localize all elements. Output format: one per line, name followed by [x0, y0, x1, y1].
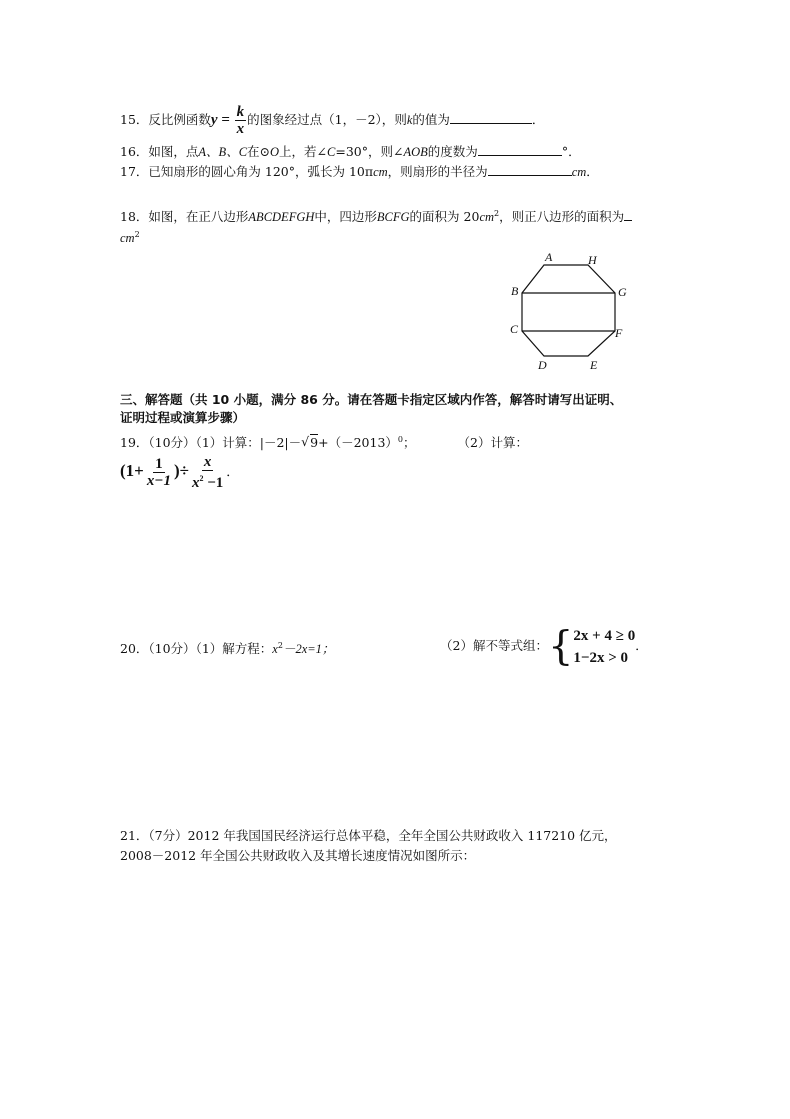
octagon-figure [505, 248, 635, 373]
q19-points: （10分） [148, 435, 196, 451]
question-20 [120, 638, 334, 657]
q20-eq-x: x [272, 642, 278, 657]
label-c: C [510, 322, 519, 336]
label-h: H [588, 253, 597, 267]
octagon-shape [522, 265, 615, 356]
q18-text-c: 的面积为 20 [409, 209, 480, 225]
section-3-heading-line-1: 三、解答题（共 10 小题，满分 86 分。请在答题卡指定区域内作答，解答时请写出证明、 [120, 392, 623, 407]
q19-number: 19． [120, 435, 149, 451]
q18-cm2: cm [479, 210, 495, 225]
q15-fraction-numerator: k [236, 104, 245, 120]
question-20-part-2 [440, 624, 648, 669]
q19-frac-1 [145, 456, 173, 489]
q19-div: )÷ [173, 460, 189, 480]
q20-eq-rest: －2x=1； [282, 642, 335, 657]
q18-quad: BCFG [376, 210, 410, 225]
q20-eq-sq: 2 [277, 641, 283, 650]
label-g: G [618, 285, 627, 299]
q18-cm2-sup: 2 [494, 209, 500, 218]
q15-end: ． [531, 112, 545, 127]
label-b: B [511, 284, 519, 298]
q15-eq: = [217, 112, 234, 128]
q20-brace: { [547, 623, 574, 670]
q15-text-c: 的值为 [412, 112, 450, 127]
q15-fraction [235, 104, 247, 137]
question-19-expression [120, 454, 239, 491]
q20-points: （10分） [148, 641, 196, 657]
q19-frac-1-num: 1 [155, 456, 163, 472]
label-e: E [590, 358, 598, 372]
q16-text-a: 如图，点 [148, 144, 199, 159]
q19-frac-2-num: x [203, 454, 212, 470]
label-a: A [545, 250, 553, 264]
q18-octagon: ABCDEFGH [248, 210, 315, 225]
q16-text-b: 在⊙ [247, 144, 271, 159]
q19-semi: ； [403, 435, 416, 451]
label-d: D [538, 358, 547, 372]
q19-part2: （2）计算： [457, 435, 528, 451]
q19-expr-open: (1+ [120, 460, 144, 480]
q17-end: ． [586, 164, 599, 179]
q15-text-b: 的图象经过点（1，－2），则 [247, 112, 407, 127]
q17-text-b: ，则扇形的半径为 [387, 164, 488, 179]
q15-text-a: 反比例函数 [148, 112, 211, 127]
q16-answer-blank[interactable] [478, 142, 562, 156]
question-21-line-2: 2008－2012 年全国公共财政收入及其增长速度情况如图所示： [120, 848, 476, 863]
q19-frac-2-den-sq: 2 [199, 474, 204, 483]
q15-fraction-denominator: x [236, 121, 245, 137]
q16-text-c: 上，若∠ [279, 144, 328, 159]
q20-end: ． [635, 638, 648, 653]
q16-number: 16． [120, 144, 149, 159]
q20-part1: （1）解方程： [195, 641, 273, 657]
q16-c: C [327, 145, 336, 159]
section-3-heading-line-2: 证明过程或演算步骤） [120, 410, 246, 425]
q19-frac-2-den-minus1: −1 [203, 475, 224, 491]
q19-part1: （1）计算： [195, 435, 260, 451]
q16-points: A、B、C [198, 145, 248, 159]
q20-number: 20． [120, 641, 149, 657]
q18-unit-line [120, 227, 140, 246]
q17-cm: cm [373, 165, 388, 179]
q17-number: 17． [120, 164, 149, 179]
q20-system [573, 625, 635, 669]
q19-sqrt [301, 435, 318, 451]
q17-answer-blank[interactable] [488, 162, 572, 176]
q18-text-d: ，则正八边形的面积为 [499, 209, 625, 225]
q16-end: °． [561, 144, 581, 159]
q20-part2: （2）解不等式组： [440, 638, 548, 653]
q15-y: y [210, 112, 218, 128]
q18-answer-blank[interactable] [624, 207, 632, 221]
q18-number: 18． [120, 209, 149, 225]
q15-answer-blank[interactable] [450, 110, 532, 124]
q19-end: ． [226, 463, 240, 479]
q18-unit-sup: 2 [134, 230, 140, 239]
q19-radicand: 9 [310, 435, 319, 451]
question-16 [120, 142, 581, 160]
label-f: F [615, 326, 623, 340]
q15-number: 15． [120, 112, 149, 127]
sqrt-symbol: √ [301, 434, 310, 450]
q16-aob: AOB [403, 145, 428, 159]
q20-ineq-1: 2x + 4 ≥ 0 [573, 627, 636, 644]
question-21-line-1: 21．（7分）2012 年我国国民经济运行总体平稳，全年全国公共财政收入 117210 亿元， [120, 828, 617, 843]
q17-unit: cm [571, 165, 587, 179]
question-18 [120, 206, 632, 225]
q20-ineq-2: 1−2x > 0 [573, 649, 629, 666]
q19-exp: 0 [397, 435, 403, 444]
question-17 [120, 162, 599, 180]
q19-abs: |－2|－ [259, 435, 302, 451]
q19-rest: +（－2013） [318, 435, 398, 451]
q16-o: O [270, 145, 280, 159]
q18-text-b: 中，四边形 [314, 209, 377, 225]
q19-frac-2-den-x: x [191, 475, 200, 491]
q15-k: k [406, 113, 413, 127]
q16-text-e: 的度数为 [427, 144, 478, 159]
q19-frac-2-den [190, 471, 225, 491]
q17-text-a: 已知扇形的圆心角为 120°，弧长为 10π [148, 164, 374, 179]
q16-text-d: =30°，则∠ [335, 144, 404, 159]
q19-frac-1-den: x−1 [146, 473, 171, 489]
q18-unit: cm [120, 231, 135, 246]
question-19-line-1 [120, 432, 528, 451]
q19-frac-2 [190, 454, 225, 491]
q18-text-a: 如图，在正八边形 [148, 209, 249, 225]
question-15 [120, 104, 544, 137]
